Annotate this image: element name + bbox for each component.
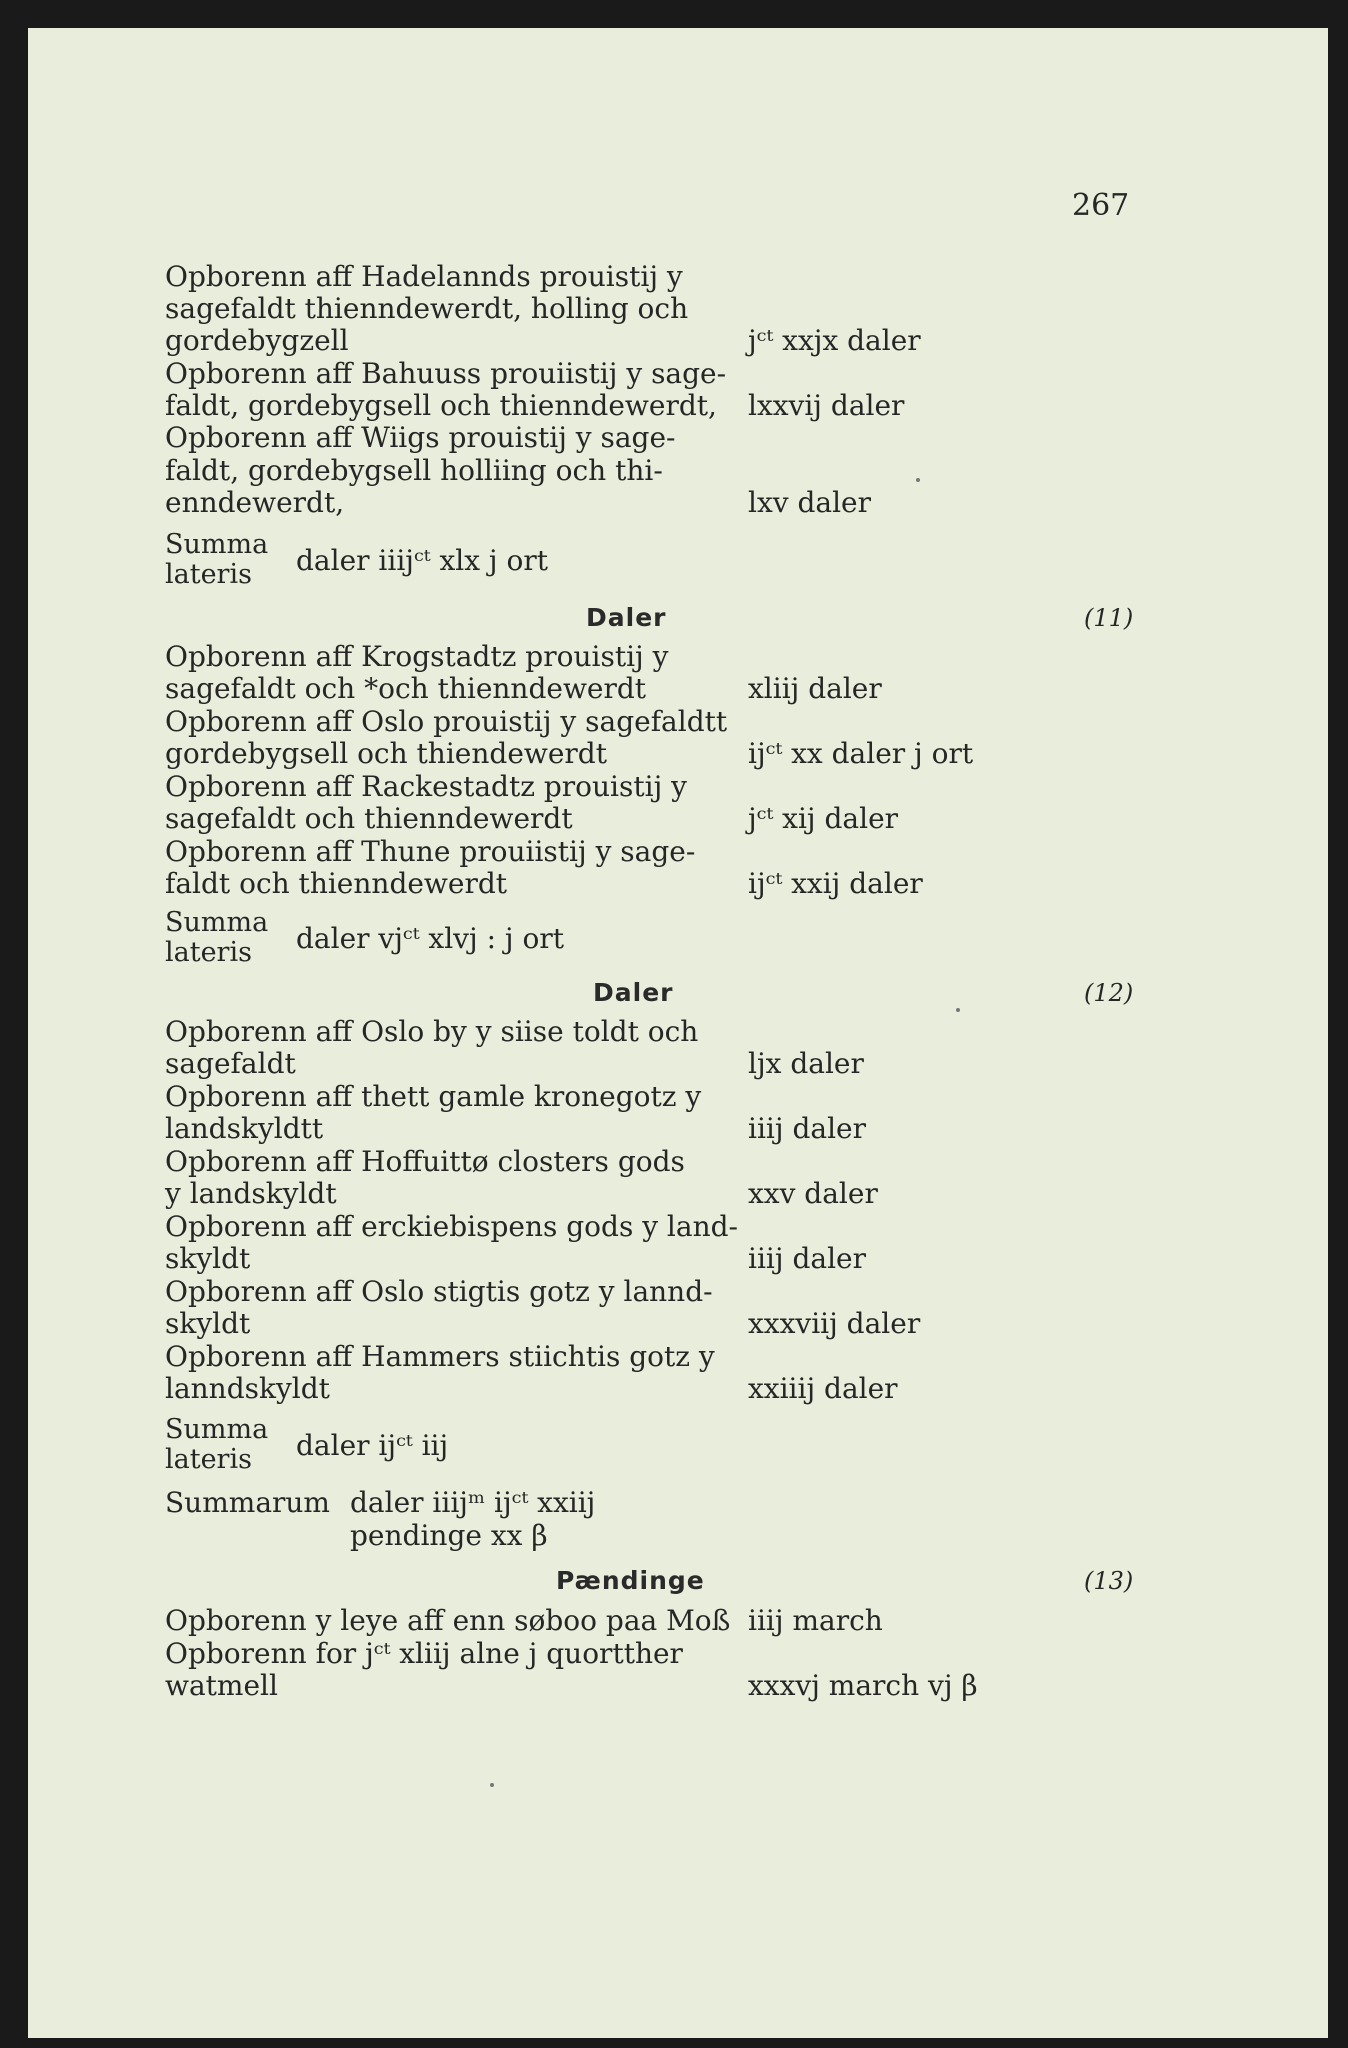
entry-text-line: Opborenn aff erckiebispens gods y land- [165,1210,739,1243]
entry-text-line: faldt, gordebygsell holliing och thi- [165,454,663,487]
entry-text-line: Opborenn aff thett gamle kronegotz y [165,1080,702,1113]
entry-text-line: sagefaldt thienndewerdt, holling och [165,292,689,325]
section-reference: (13) [1084,1567,1134,1595]
ink-speck [956,1008,960,1012]
section-reference: (12) [1084,979,1134,1007]
entry-text-line: lanndskyldt [165,1372,330,1405]
entry-amount: xxxviij daler [748,1307,921,1340]
entry-text-line: Opborenn aff Oslo by y siise toldt och [165,1015,699,1048]
entry-amount: xxxvj march vj β [748,1669,978,1702]
entry-text-line: Opborenn aff Wiigs prouistij y sage- [165,421,676,454]
summa-label: Summa [165,907,269,938]
entry-text-line: gordebygzell [165,324,349,357]
entry-text-line: Opborenn aff Oslo prouistij y sagefaldtt [165,705,728,738]
entry-text-line: Opborenn aff Hadelannds prouistij y [165,260,683,293]
entry-amount: ijᶜᵗ xx daler j ort [748,737,974,770]
entry-amount: iiij daler [748,1112,866,1145]
entry-text-line: enndewerdt, [165,486,345,519]
summarum-value-pendinge: pendinge xx β [350,1519,548,1552]
entry-text-line: Opborenn aff Thune prouiistij y sage- [165,835,696,868]
entry-amount: ijᶜᵗ xxij daler [748,867,923,900]
entry-amount: ljx daler [748,1047,864,1080]
entry-amount: xxiiij daler [748,1372,898,1405]
summa-label: Summa [165,529,269,560]
page-number: 267 [1072,188,1130,223]
entry-text-line: Opborenn aff Bahuuss prouiistij y sage- [165,357,727,390]
document-page [28,28,1328,2038]
entry-text-line: Opborenn aff Krogstadtz prouistij y [165,640,669,673]
ink-speck [490,1783,494,1787]
entry-amount: iiij march [748,1604,883,1637]
ink-speck [916,478,920,482]
entry-text-line: skyldt [165,1307,251,1340]
entry-amount: lxv daler [748,486,871,519]
entry-text-line: Opborenn aff Rackestadtz prouistij y [165,770,687,803]
entry-text-line: y landskyldt [165,1177,337,1210]
entry-text-line: sagefaldt och thienndewerdt [165,802,573,835]
entry-text-line: gordebygsell och thiendewerdt [165,737,607,770]
summarum-value: daler iiijᵐ ijᶜᵗ xxiij [350,1486,596,1519]
section-heading: Daler [586,603,667,632]
entry-text-line: faldt, gordebygsell och thienndewerdt, [165,389,717,422]
entry-text-line: Opborenn aff Hoffuittø closters gods [165,1145,685,1178]
entry-text-line: sagefaldt och *och thienndewerdt [165,672,647,705]
lateris-label: lateris [165,1444,252,1475]
entry-text-line: faldt och thienndewerdt [165,867,508,900]
summarum-label: Summarum [165,1486,330,1519]
summa-value: daler iiijᶜᵗ xlx j ort [296,544,548,577]
entry-text-line: Opborenn y leye aff enn søboo paa Moß [165,1604,731,1637]
summa-value: daler vjᶜᵗ xlvj : j ort [296,922,564,955]
lateris-label: lateris [165,559,252,590]
summa-label: Summa [165,1414,269,1445]
entry-text-line: Opborenn aff Oslo stigtis gotz y lannd- [165,1275,713,1308]
entry-amount: jᶜᵗ xxjx daler [748,324,921,357]
entry-text-line: skyldt [165,1242,251,1275]
entry-amount: jᶜᵗ xij daler [748,802,899,835]
entry-amount: xliij daler [748,672,882,705]
entry-amount: lxxvij daler [748,389,905,422]
section-heading: Pændinge [556,1566,705,1595]
entry-text-line: watmell [165,1669,278,1702]
entry-amount: xxv daler [748,1177,878,1210]
entry-amount: iiij daler [748,1242,866,1275]
summa-value: daler ijᶜᵗ iij [296,1429,449,1462]
entry-text-line: landskyldtt [165,1112,324,1145]
entry-text-line: Opborenn for jᶜᵗ xliij alne j quortther [165,1637,683,1670]
entry-text-line: Opborenn aff Hammers stiichtis gotz y [165,1340,715,1373]
section-reference: (11) [1084,604,1134,632]
entry-text-line: sagefaldt [165,1047,296,1080]
lateris-label: lateris [165,937,252,968]
section-heading: Daler [593,978,674,1007]
